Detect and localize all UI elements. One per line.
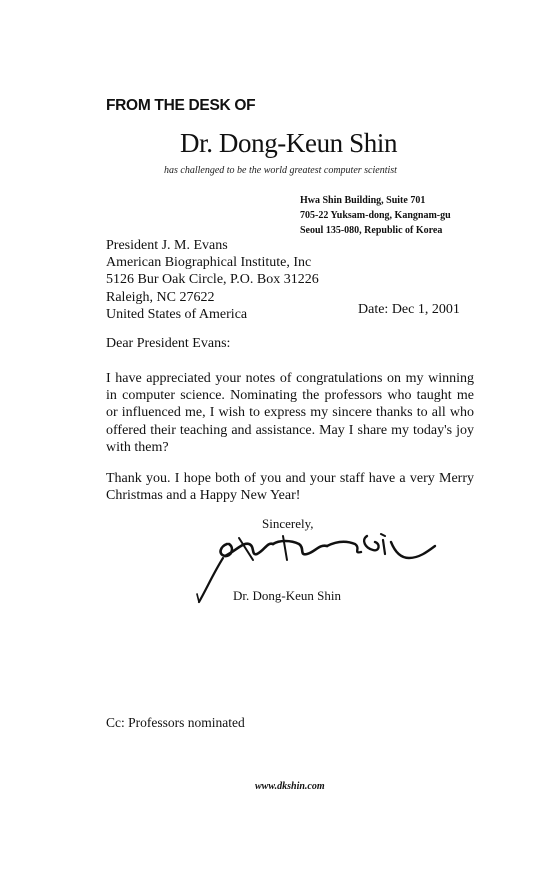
- letter-date: Date: Dec 1, 2001: [358, 302, 460, 317]
- recipient-address: [106, 237, 319, 323]
- desk-label: FROM THE DESK OF: [106, 97, 256, 114]
- sender-tagline: has challenged to be the world greatest computer scientist: [164, 165, 397, 176]
- recipient-line: President J. M. Evans: [106, 238, 228, 253]
- cc-line: Cc: Professors nominated: [106, 715, 245, 730]
- salutation: Dear President Evans:: [106, 336, 231, 351]
- closing: Sincerely,: [262, 516, 314, 531]
- body-paragraph-2: Thank you. I hope both of you and your staff have a very Merry Christmas and a Happy New Year!: [106, 471, 474, 504]
- website-url: www.dkshin.com: [255, 781, 325, 792]
- address-line: 705-22 Yuksam-dong, Kangnam-gu: [300, 210, 451, 221]
- sender-address: [300, 193, 451, 238]
- recipient-line: 5126 Bur Oak Circle, P.O. Box 31226: [106, 272, 319, 288]
- recipient-line: American Biographical Institute, Inc: [106, 255, 312, 271]
- recipient-line: Raleigh, NC 27622: [106, 289, 215, 305]
- sender-name: Dr. Dong-Keun Shin: [180, 128, 398, 158]
- address-line: Seoul 135-080, Republic of Korea: [300, 225, 443, 236]
- recipient-line: United States of America: [106, 306, 248, 322]
- signer-name: Dr. Dong-Keun Shin: [233, 588, 341, 603]
- body-paragraph-1: I have appreciated your notes of congratulations on my winning in computer science. Nominating the professors who taught me or influenced me, I wish to express my sincere thanks to all who offered their teaching and assistance. May I share my today's joy with them?: [106, 371, 474, 455]
- address-line: Hwa Shin Building, Suite 701: [300, 195, 426, 206]
